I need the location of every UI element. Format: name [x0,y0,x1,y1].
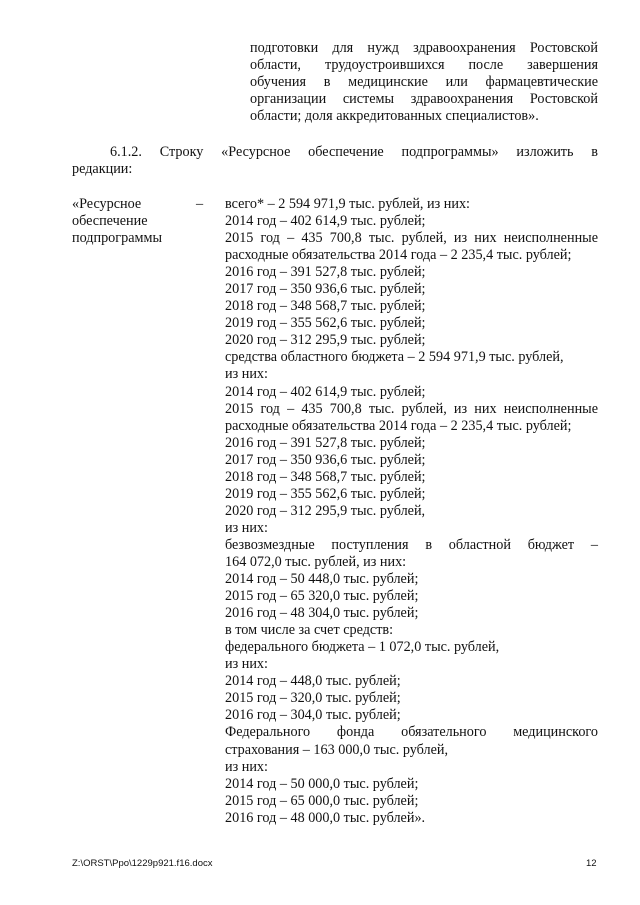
content-line: 2018 год – 348 568,7 тыс. рублей; [225,468,426,485]
content-line: страхования – 163 000,0 тыс. рублей, [225,741,449,758]
content-line: из них: [225,519,268,536]
content-line: 2016 год – 48 304,0 тыс. рублей; [225,605,419,622]
row-label-line: подпрограммы [72,230,162,246]
content-line: в том числе за счет средств: [225,622,394,639]
content-line: из них: [225,758,268,775]
content-line: 2017 год – 350 936,6 тыс. рублей; [225,281,426,298]
content-line: из них: [225,656,268,673]
content-line: Федерального фонда обязательного медицинского [225,724,598,741]
content-line: 2016 год – 48 000,0 тыс. рублей». [225,809,426,826]
intro-line: подготовки для нужд здравоохранения Ростовской [250,40,598,56]
content-line: средства областного бюджета – 2 594 971,9 тыс. рублей, [225,349,564,366]
intro-line: области; доля аккредитованных специалистов». [250,108,539,124]
footer-page-number: 12 [586,858,597,869]
content-line: 2015 год – 65 000,0 тыс. рублей; [225,792,419,809]
content-line: безвозмездные поступления в областной бюджет – [225,536,598,553]
content-line: 2016 год – 391 527,8 тыс. рублей; [225,264,426,281]
content-line: 2014 год – 402 614,9 тыс. рублей; [225,383,426,400]
content-line: расходные обязательства 2014 года – 2 235,4 тыс. рублей; [225,417,572,434]
intro-paragraph [250,40,598,125]
content-line: 2018 год – 348 568,7 тыс. рублей; [225,298,426,315]
row-content [225,196,598,827]
content-line: 2014 год – 50 448,0 тыс. рублей; [225,571,419,588]
content-line: федерального бюджета – 1 072,0 тыс. рублей, [225,639,500,656]
content-line: 2014 год – 50 000,0 тыс. рублей; [225,775,419,792]
row-label-line: «Ресурсное [72,196,142,212]
content-line: 164 072,0 тыс. рублей, из них: [225,553,407,570]
content-line: 2017 год – 350 936,6 тыс. рублей; [225,451,426,468]
row-label [72,196,202,247]
content-line: 2019 год – 355 562,6 тыс. рублей; [225,485,426,502]
intro-line: области, трудоустроившихся после завершения [250,57,598,73]
content-line: 2020 год – 312 295,9 тыс. рублей, [225,502,426,519]
content-line: 2020 год – 312 295,9 тыс. рублей; [225,332,426,349]
content-line: 2014 год – 448,0 тыс. рублей; [225,673,401,690]
content-line: 2014 год – 402 614,9 тыс. рублей; [225,213,426,230]
content-line: всего* – 2 594 971,9 тыс. рублей, из них: [225,196,470,212]
row-label-line: обеспечение [72,213,148,229]
content-line: 2015 год – 435 700,8 тыс. рублей, из них неисполненные [225,230,598,247]
content-line: из них: [225,366,268,383]
section-paragraph [72,144,598,178]
content-line: 2016 год – 391 527,8 тыс. рублей; [225,434,426,451]
section-line: 6.1.2. Строку «Ресурсное обеспечение подпрограммы» изложить в [110,144,598,160]
content-line: 2015 год – 320,0 тыс. рублей; [225,690,401,707]
content-line: 2015 год – 65 320,0 тыс. рублей; [225,588,419,605]
footer-file-path: Z:\ORST\Ppo\1229p921.f16.docx [72,858,213,869]
content-line: 2016 год – 304,0 тыс. рублей; [225,707,401,724]
intro-line: обучения в медицинские или фармацевтические [250,74,598,90]
content-line: 2015 год – 435 700,8 тыс. рублей, из них неисполненные [225,400,598,417]
intro-line: организации системы здравоохранения Ростовской [250,91,598,107]
row-dash: – [196,196,204,212]
content-line: расходные обязательства 2014 года – 2 235,4 тыс. рублей; [225,247,572,264]
content-line: 2019 год – 355 562,6 тыс. рублей; [225,315,426,332]
section-line: редакции: [72,161,133,177]
